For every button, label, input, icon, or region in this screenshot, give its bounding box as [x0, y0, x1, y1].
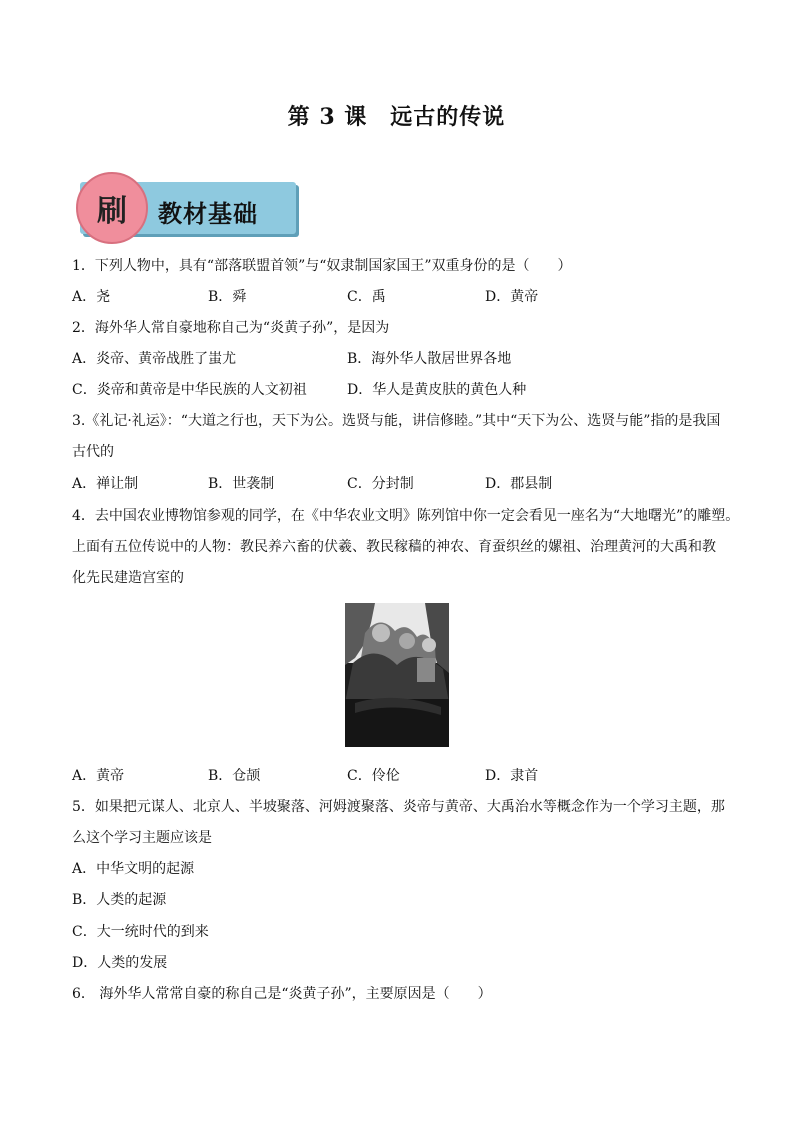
- q2-option-d[interactable]: D．华人是黄皮肤的黄色人种: [347, 382, 527, 398]
- q4-option-c[interactable]: C．伶伦: [347, 768, 400, 784]
- q4-option-d[interactable]: D．隶首: [485, 768, 539, 784]
- q3-stem-line1: 3.《礼记·礼运》：“大道之行也，天下为公。选贤与能，讲信修睦。”其中“天下为公、选贤与能”指的是我国: [72, 413, 721, 429]
- q4-stem-line3: 化先民建造宫室的: [72, 570, 184, 586]
- q1-option-a[interactable]: A．尧: [72, 289, 111, 305]
- q3-option-c[interactable]: C．分封制: [347, 476, 414, 492]
- q5-option-b[interactable]: B．人类的起源: [72, 892, 167, 908]
- section-banner: [76, 172, 302, 244]
- q1-option-c[interactable]: C．禹: [347, 289, 386, 305]
- q5-option-a[interactable]: A．中华文明的起源: [72, 861, 195, 877]
- q2-option-c[interactable]: C．炎帝和黄帝是中华民族的人文初祖: [72, 382, 307, 398]
- sculpture-photo: [345, 603, 449, 747]
- q2-option-b[interactable]: B．海外华人散居世界各地: [347, 351, 512, 367]
- q1-option-d[interactable]: D．黄帝: [485, 289, 539, 305]
- q3-stem-line2: 古代的: [72, 444, 114, 460]
- q2-option-a[interactable]: A．炎帝、黄帝战胜了蚩尤: [72, 351, 237, 367]
- q4-stem-line1: 4．去中国农业博物馆参观的同学，在《中华农业文明》陈列馆中你一定会看见一座名为“大地曙光”的雕塑。: [72, 508, 740, 524]
- q1-stem: 1．下列人物中，具有“部落联盟首领”与“奴隶制国家国王”双重身份的是（ ）: [72, 258, 572, 274]
- q5-stem-line2: 么这个学习主题应该是: [72, 830, 212, 846]
- q3-option-a[interactable]: A．禅让制: [72, 476, 139, 492]
- q6-stem: 6． 海外华人常常自豪的称自己是“炎黄子孙”，主要原因是（ ）: [72, 986, 492, 1002]
- lesson-title: 第 3 课 远古的传说: [287, 104, 506, 130]
- q2-stem: 2．海外华人常自豪地称自己为“炎黄子孙”，是因为: [72, 320, 390, 336]
- q5-option-c[interactable]: C．大一统时代的到来: [72, 924, 209, 940]
- q5-option-d[interactable]: D．人类的发展: [72, 955, 168, 971]
- q5-stem-line1: 5．如果把元谋人、北京人、半坡聚落、河姆渡聚落、炎帝与黄帝、大禹治水等概念作为一个学习主题，那: [72, 799, 725, 815]
- banner-badge: 刷: [76, 172, 148, 244]
- q4-stem-line2: 上面有五位传说中的人物：教民养六畜的伏羲、教民稼穑的神农、育蚕织丝的嫘祖、治理黄河的大禹和教: [72, 539, 716, 555]
- q3-option-d[interactable]: D．郡县制: [485, 476, 553, 492]
- q1-option-b[interactable]: B．舜: [208, 289, 247, 305]
- q3-option-b[interactable]: B．世袭制: [208, 476, 275, 492]
- q4-option-a[interactable]: A．黄帝: [72, 768, 125, 784]
- banner-label: 教材基础: [158, 199, 258, 228]
- q4-option-b[interactable]: B．仓颉: [208, 768, 261, 784]
